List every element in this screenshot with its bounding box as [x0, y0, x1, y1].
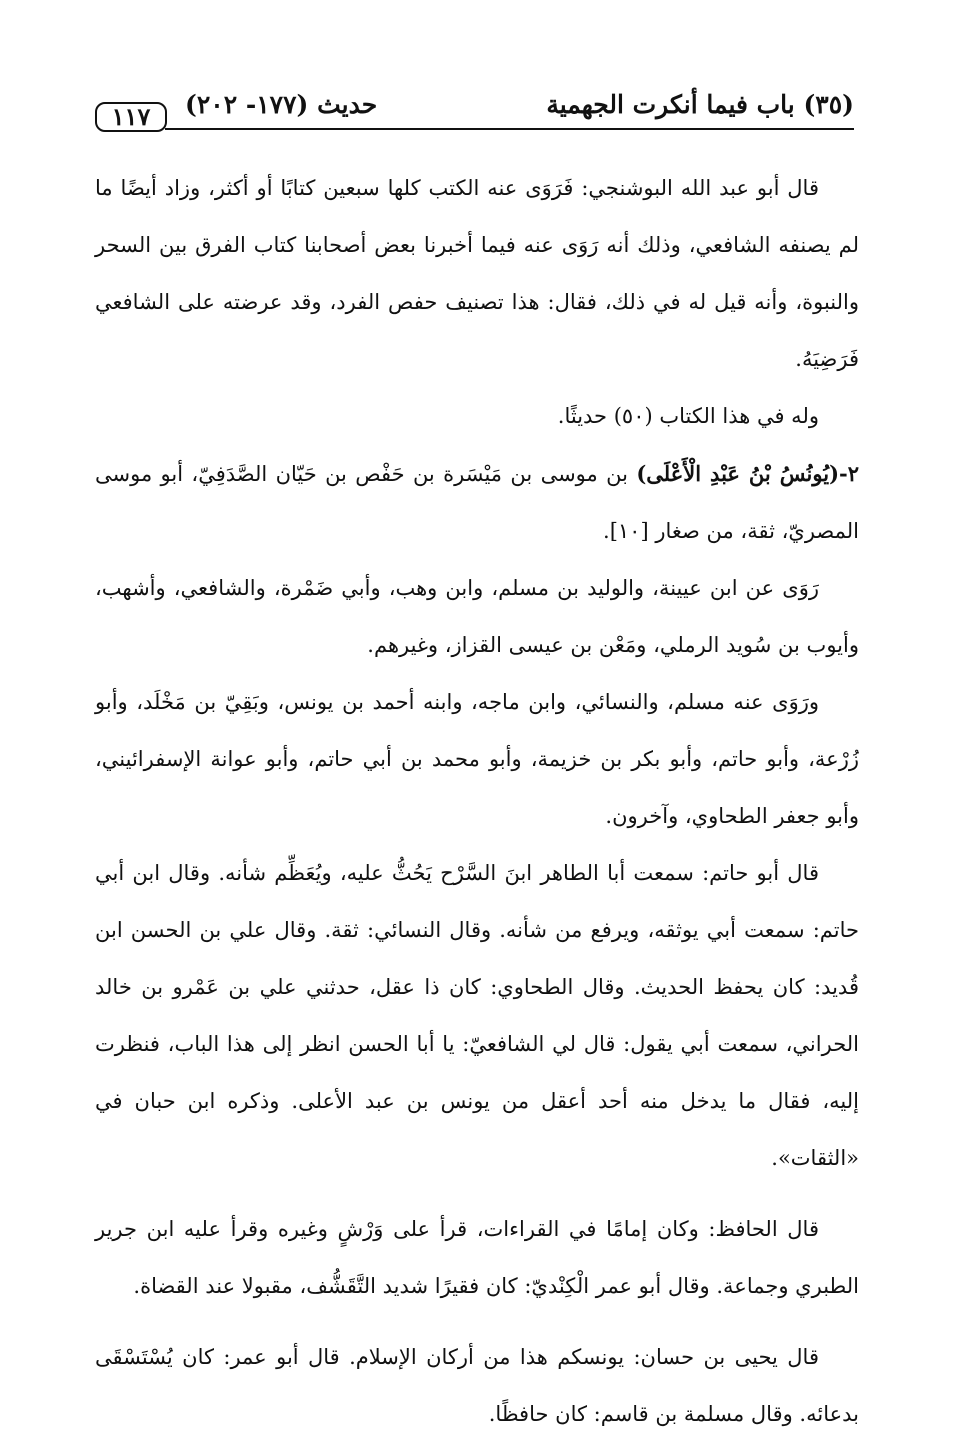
- paragraph-teachers: رَوَى عن ابن عيينة، والوليد بن مسلم، وابن وهب، وأبي ضَمْرة، والشافعي، وأشهب، وأيوب بن سُويد الرملي، ومَعْن بن عيسى القزاز، وغيرهم.: [95, 576, 859, 657]
- spacer: [95, 1187, 859, 1201]
- paragraph-bushanji: قال أبو عبد الله البوشنجي: فَرَوَى عنه الكتب كلها سبعين كتابًا أو أكثر، وزاد أيضًا ما لم يصنفه الشافعي، وذلك أنه رَوَى عنه فيما أخبرنا بعض أصحابنا كتاب الفرق بين السحر والنبوة، وأنه قيل له في ذلك، فقال: هذا تصنيف حفص الفرد، وقد عرضته على الشافعي فَرَضِيَهُ.: [95, 176, 859, 371]
- page-header: [95, 82, 854, 130]
- page-body: [95, 160, 859, 1443]
- paragraph-praise: قال أبو حاتم: سمعت أبا الطاهر ابنَ السَّرْح يَحُثُّ عليه، ويُعَظِّم شأنه. وقال ابن أبي حاتم: سمعت أبي يوثقه، ويرفع من شأنه. وقال النسائي: ثقة. وقال علي بن الحسن ابن قُديد: كان يحفظ الحديث. وقال الطحاوي: كان ذا عقل، حدثني علي بن عَمْرو بن خالد الحراني، سمعت أبي يقول: قال لي الشافعيّ: يا أبا الحسن انظر إلى هذا الباب، فنظرت إليه، فقال ما يدخل منه أحد أعقل من يونس بن عبد الأعلى. وذكره ابن حبان في «الثقات».: [95, 861, 859, 1170]
- chapter-title: (٣٥) باب فيما أنكرت الجهمية: [546, 90, 854, 119]
- hadith-range: حديث (١٧٧- ٢٠٢): [185, 90, 378, 119]
- paragraph-yahya: قال يحيى بن حسان: يونسكم هذا من أركان الإسلام. قال أبو عمر: كان يُسْتَسْقَى بدعائه. وقال مسلمة بن قاسم: كان حافظًا.: [95, 1345, 859, 1426]
- paragraph-narrator-entry: [95, 445, 859, 560]
- paragraph-students: ورَوَى عنه مسلم، والنسائي، وابن ماجه، وابنه أحمد بن يونس، وبَقِيّ بن مَخْلَد، وأبو زُرْعة، وأبو حاتم، وأبو بكر بن خزيمة، وأبو محمد بن أبي حاتم، وأبو عوانة الإسفرائيني، وأبو جعفر الطحاوي، وآخرون.: [95, 690, 859, 828]
- narrator-name: ٢-(يُونُسُ بْنُ عَبْدِ الْأَعْلَى): [636, 461, 859, 486]
- header-rule: [165, 128, 854, 130]
- paragraph-hadith-count: وله في هذا الكتاب (٥٠) حديثًا.: [557, 404, 819, 428]
- narrator-lineage: بن موسى بن مَيْسَرة بن حَفْص بن حَيّان الصَّدَفِيّ، أبو موسى المصريّ، ثقة، من صغار [١٠].: [95, 462, 859, 543]
- page-number: ١١٧: [95, 102, 167, 132]
- spacer: [95, 1315, 859, 1329]
- paragraph-hafiz: قال الحافظ: وكان إمامًا في القراءات، قرأ على وَرْشٍ وغيره وقرأ عليه ابن جرير الطبري وجماعة. وقال أبو عمر الْكِنْديّ: كان فقيرًا شديد التَّقَشُّف، مقبولا عند القضاة.: [95, 1217, 859, 1298]
